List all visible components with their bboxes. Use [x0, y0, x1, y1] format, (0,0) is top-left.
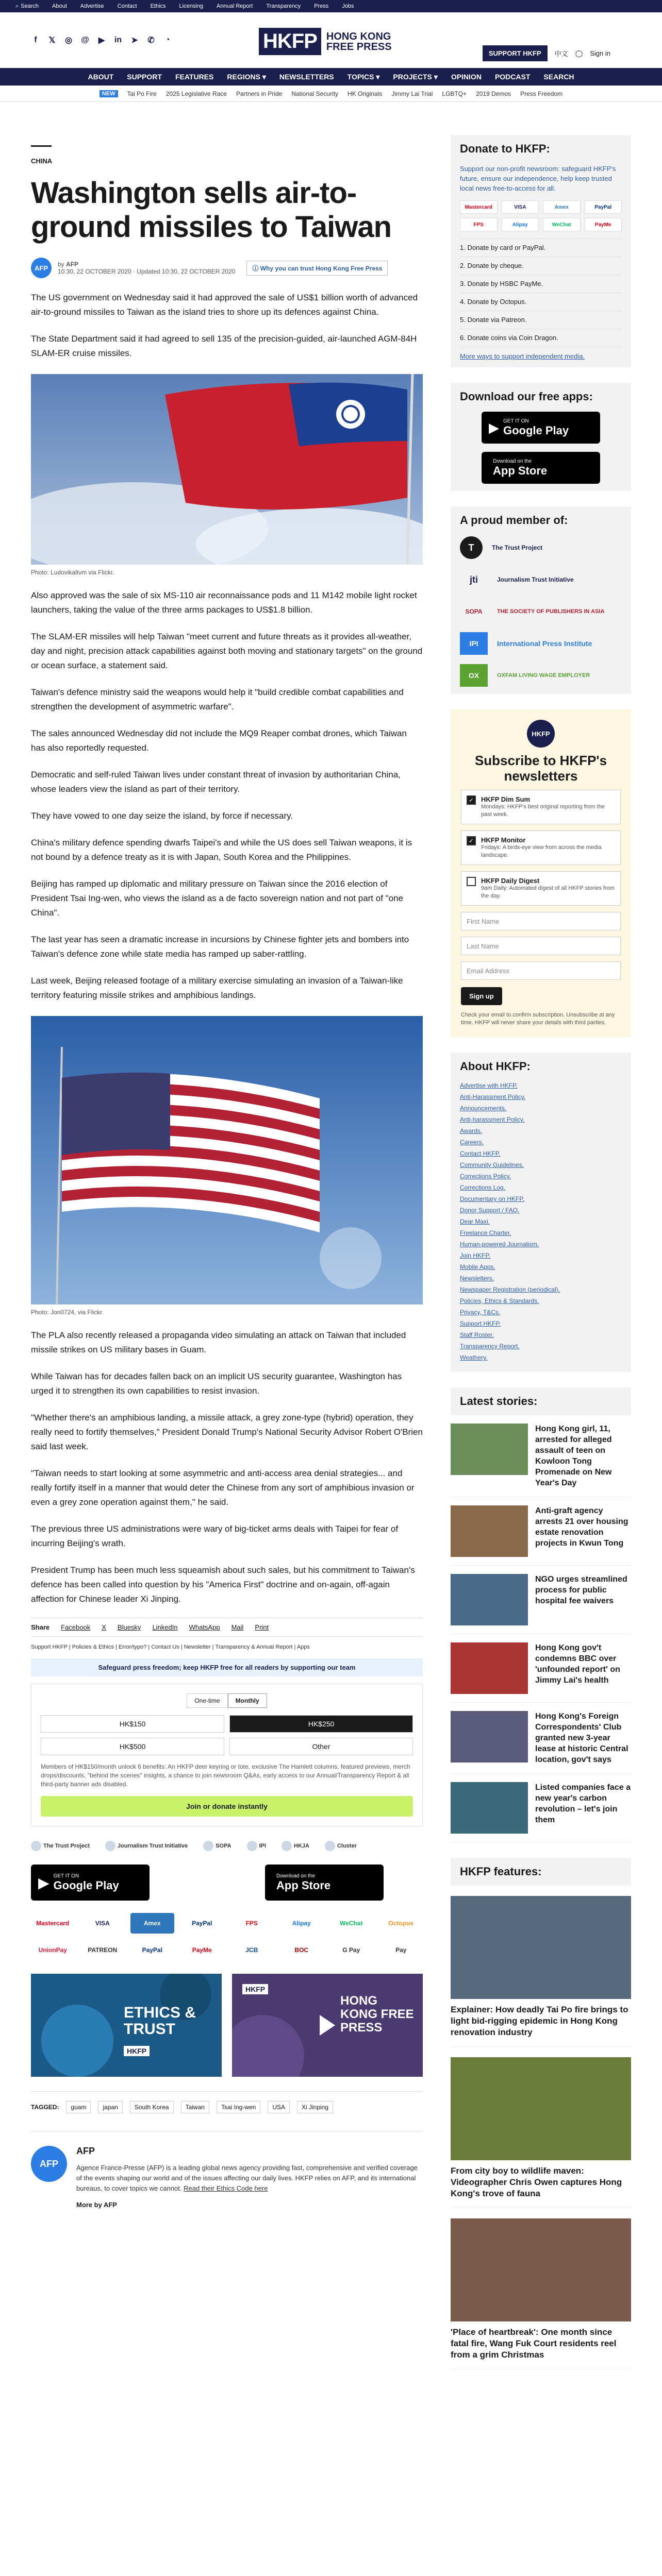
article-title: Washington sells air-to-ground missiles to Taiwan	[31, 176, 392, 244]
first-name-field[interactable]: First Name	[461, 912, 621, 930]
apple-pay-logo: Pay	[395, 1946, 407, 1954]
trending-link[interactable]: 2019 Demos	[476, 90, 511, 97]
ethics-trust-banner[interactable]	[31, 1974, 222, 2077]
share-facebook[interactable]: Facebook	[61, 1623, 91, 1631]
patreon-logo: PATREON	[88, 1946, 118, 1954]
author-box-name[interactable]: AFP	[76, 2146, 95, 2156]
us-flag-photo	[31, 1016, 423, 1304]
banner-logo: HKFP	[124, 2046, 150, 2056]
nav-item[interactable]: FEATURES	[175, 73, 214, 81]
why-trust-link[interactable]: ⓘ Why you can trust Hong Kong Free Press	[246, 261, 388, 276]
amex-logo: Amex	[543, 200, 581, 214]
sidebar-heading: Latest stories:	[451, 1387, 631, 1415]
donate-option[interactable]: 6. Donate coins via Coin Dragon.	[460, 329, 622, 347]
sopa-icon: SOPA	[465, 608, 483, 615]
google-play-button[interactable]: ▶ GET IT ON Google Play	[31, 1865, 150, 1901]
youtube-icon[interactable]: ▶	[98, 36, 105, 45]
article-paragraph: The previous three US administrations were wary of big-ticket arms deals with Taipei for fear of incurring Beijing's wrath.	[31, 1524, 399, 1548]
about-link[interactable]: Newspaper Registration (periodical).	[460, 1286, 560, 1293]
ethics-code-link[interactable]: Read their Ethics Code here	[184, 2184, 268, 2192]
banner-title: HONG KONG FREE PRESS	[340, 1994, 414, 2035]
partner-logo[interactable]: SOPA	[203, 1841, 231, 1851]
latest-stories	[451, 1387, 631, 1842]
threads-icon[interactable]: @	[81, 36, 89, 44]
about-link[interactable]: Human-powered Journalism.	[460, 1241, 539, 1248]
wechat-logo: WeChat	[543, 218, 581, 231]
article-paragraph: China's military defence spending dwarfs Taipei's and while the US does sell Taiwan weapons, it is not bound by a defence treaty as it is with Japan, South Korea and the Philippines.	[31, 838, 412, 862]
partner-logos	[31, 1841, 423, 1851]
apps-sidebar	[451, 383, 631, 491]
header-actions	[483, 45, 610, 61]
top-link[interactable]: Ethics	[150, 3, 166, 9]
about-link[interactable]: Community Guidelines.	[460, 1161, 524, 1168]
app-store-buttons	[31, 1865, 423, 1901]
fps-logo: FPS	[460, 218, 498, 231]
google-play-button[interactable]: ▶ GET IT ON Google Play	[482, 412, 600, 444]
last-name-field[interactable]: Last Name	[461, 937, 621, 955]
alipay-logo: Alipay	[502, 218, 539, 231]
linkedin-icon[interactable]: in	[114, 36, 122, 44]
author-avatar[interactable]: AFP	[31, 258, 52, 278]
feature-image	[451, 2218, 631, 2321]
paypal-logo: PayPal	[585, 200, 622, 214]
app-store-button[interactable]: Download on the App Store	[482, 452, 600, 484]
mastercard-logo: Mastercard	[36, 1920, 70, 1927]
story-item[interactable]: Hong Kong's Foreign Correspondents' Club granted new 3-year lease at historic Central location, gov't says	[451, 1711, 631, 1774]
top-link[interactable]: Licensing	[179, 3, 204, 9]
tag-list	[31, 2091, 423, 2113]
article-paragraph: Last week, Beijing released footage of a military exercise simulating an invasion of a Taiwan-like territory featuring missile strikes and amphibious landings.	[31, 976, 403, 1000]
about-link[interactable]: Documentary on HKFP.	[460, 1195, 525, 1202]
about-link[interactable]: Anti-Harassment Policy.	[460, 1093, 526, 1100]
article-paragraph: Democratic and self-ruled Taiwan lives under constant threat of invasion by authoritarian China, whose leaders view the island as part of their territory.	[31, 770, 401, 794]
share-mail[interactable]: Mail	[231, 1623, 244, 1631]
oxfam-icon: OX	[460, 664, 488, 687]
email-field[interactable]: Email Address	[461, 961, 621, 980]
about-link[interactable]: Newsletters.	[460, 1275, 494, 1282]
about-link[interactable]: Staff Roster.	[460, 1331, 494, 1338]
article-paragraph: President Trump has been much less squeamish about such sales, but his commitment to Taiwan's defence has been called into question by his "America First" doctrine and on-again, off-again affection for Chinese leader Xi Jinping.	[31, 1565, 415, 1604]
member-logo[interactable]: SOPA THE SOCIETY OF PUBLISHERS IN ASIA	[460, 600, 622, 623]
tag[interactable]: guam	[66, 2101, 91, 2113]
hkfp-video-banner[interactable]	[232, 1974, 423, 2077]
monthly-option[interactable]: Monthly	[228, 1693, 267, 1708]
about-link[interactable]: Policies, Ethics & Standards.	[460, 1297, 539, 1304]
donate-description[interactable]: Support our non-profit newsroom: safeguard HKFP's future, ensure our independence, help keep trusted local news free-to-access for all.	[460, 165, 616, 192]
nav-item[interactable]: REGIONS ▾	[227, 72, 266, 81]
sidebar-heading: Donate to HKFP:	[460, 142, 550, 155]
about-link[interactable]: Dear Maxi.	[460, 1218, 490, 1225]
jti-icon: jti	[470, 574, 478, 585]
article-footer-links[interactable]: Support HKFP | Policies & Ethics | Error/typo? | Contact Us | Newsletter | Transparency & Annual Report | Apps	[31, 1644, 310, 1650]
donate-option[interactable]: 4. Donate by Octopus.	[460, 293, 622, 311]
story-item[interactable]: Hong Kong girl, 11, arrested for alleged assault of teen on Kowloon Tong Promenade on New Year's Day	[451, 1423, 631, 1497]
article-paragraph: Taiwan's defence ministry said the weapons would help it "build credible combat capabilities and strengthen the development of asymmetric warfare".	[31, 687, 404, 711]
more-by-author-link[interactable]: More by AFP	[76, 2201, 117, 2209]
top-link[interactable]: About	[52, 3, 67, 9]
logo-text: HONG KONG FREE PRESS	[326, 30, 392, 53]
more-ways-link[interactable]: More ways to support independent media.	[460, 352, 585, 360]
newsletter-option[interactable]: ✓ HKFP Monitor Fridays: A birds-eye view from across the media landscape.	[461, 831, 621, 865]
about-link[interactable]: Corrections Policy.	[460, 1173, 511, 1180]
donate-option[interactable]: 1. Donate by card or PayPal.	[460, 239, 622, 257]
paypal-logo: PayPal	[142, 1946, 162, 1954]
feature-image	[451, 1896, 631, 1999]
amount-option-selected[interactable]: HK$250	[229, 1715, 413, 1733]
top-link[interactable]: Jobs	[342, 3, 354, 9]
member-logo[interactable]: T The Trust Project	[460, 536, 622, 559]
trending-link[interactable]: Partners in Pride	[236, 90, 283, 97]
jti-icon	[105, 1841, 115, 1851]
updated-date: Updated 10:30, 22 OCTOBER 2020	[137, 268, 236, 275]
about-link[interactable]: Contact HKFP.	[460, 1150, 501, 1157]
visa-logo: VISA	[502, 200, 539, 214]
membership-benefits: Members of HK$150/month unlock 6 benefits: An HKFP deer keyring or tote, exclusive The Hamlett columns, featured previews, merch drops/discounts, "behind the scenes" insights, a chance to join newsroom Q&As, early access to our Annual/Transparency Report & all third-party banner ads disabled.	[41, 1763, 410, 1788]
safeguard-banner: Safeguard press freedom; keep HKFP free for all readers by supporting our team	[31, 1658, 423, 1676]
photo-caption: Photo: Jon0724, via Flickr.	[31, 1309, 104, 1316]
tag[interactable]: USA	[268, 2101, 290, 2113]
google-pay-logo: G Pay	[342, 1946, 360, 1954]
article-paragraph: They have vowed to one day seize the island, by force if necessary.	[31, 811, 293, 821]
newsletter-signup	[451, 709, 631, 1037]
donate-options	[460, 239, 622, 347]
taiwan-flag-photo	[31, 374, 423, 565]
story-item[interactable]: NGO urges streamlined process for public hospital fee waivers	[451, 1574, 631, 1634]
trust-project-icon	[31, 1841, 41, 1851]
join-donate-button[interactable]: Join or donate instantly	[41, 1796, 413, 1817]
hkfp-logo-icon: HKFP	[527, 720, 555, 748]
nav-item[interactable]: OPINION	[451, 73, 482, 81]
checkbox-checked[interactable]: ✓	[467, 795, 476, 805]
article-paragraph: The State Department said it had agreed to sell 135 of the precision-guided, air-launched AGM-84H SLAM-ER cruise missiles.	[31, 334, 417, 358]
boc-logo: BOC	[294, 1946, 309, 1954]
language-link[interactable]: 中文	[554, 50, 568, 58]
nav-item[interactable]: SEARCH	[543, 73, 574, 81]
story-item[interactable]: Listed companies face a new year's carbon revolution – let's join them	[451, 1782, 631, 1842]
story-thumbnail	[451, 1711, 528, 1762]
share-bluesky[interactable]: Bluesky	[117, 1623, 141, 1631]
donate-widget	[31, 1684, 423, 1826]
amount-option[interactable]: HK$500	[41, 1738, 224, 1755]
story-thumbnail	[451, 1782, 528, 1834]
partner-logo[interactable]: Cluster	[325, 1841, 357, 1851]
byline: AFP by AFP 10:30, 22 OCTOBER 2020 · Updated 10:30, 22 OCTOBER 2020 ⓘ Why you can trust Hong Kong Free Press	[31, 258, 423, 278]
google-play-icon: ▶	[38, 1874, 49, 1891]
new-badge: NEW	[100, 90, 118, 97]
trending-link[interactable]: Tai Po Fire	[127, 90, 157, 97]
story-thumbnail	[451, 1423, 528, 1475]
newsletter-note: Check your email to confirm subscription. Unsubscribe at any time. HKFP will never share your details with third parties.	[461, 1012, 615, 1026]
one-time-option[interactable]: One-time	[187, 1693, 227, 1708]
story-thumbnail	[451, 1505, 528, 1557]
trending-link[interactable]: LGBTQ+	[442, 90, 467, 97]
nav-item[interactable]: ABOUT	[88, 73, 114, 81]
trending-link[interactable]: 2025 Legislative Race	[166, 90, 227, 97]
top-link[interactable]: Transparency	[266, 3, 301, 9]
nav-item[interactable]: PROJECTS ▾	[393, 72, 438, 81]
sidebar-heading: About HKFP:	[460, 1060, 531, 1073]
cluster-icon	[325, 1841, 335, 1851]
banner-title: ETHICS & TRUST	[124, 2004, 196, 2038]
main-nav	[0, 68, 662, 86]
search-icon: ⌕	[15, 3, 19, 9]
trending-bar	[0, 86, 662, 102]
about-link[interactable]: Careers.	[460, 1139, 484, 1146]
social-icons	[31, 36, 172, 45]
about-link[interactable]: Mobile Apps.	[460, 1263, 495, 1270]
amount-options	[41, 1715, 413, 1755]
feature-image	[451, 2057, 631, 2160]
feature-item[interactable]: Explainer: How deadly Tai Po fire brings to light bid-rigging epidemic in Hong Kong renovation industry	[451, 1896, 631, 2047]
top-link[interactable]: Advertise	[80, 3, 104, 9]
article-paragraph: The US government on Wednesday said it had approved the sale of US$1 billion worth of advanced air-to-ground missiles to Taiwan as the island tries to shore up its defences against China.	[31, 293, 418, 317]
about-link[interactable]: Support HKFP.	[460, 1320, 501, 1327]
payme-logo: PayMe	[192, 1946, 212, 1954]
about-link[interactable]: Join HKFP.	[460, 1252, 491, 1259]
share-bar	[31, 1618, 423, 1637]
newsletter-option[interactable]: HKFP Daily Digest 9am Daily: Automated digest of all HKFP stories from the day.	[461, 871, 621, 906]
share-print[interactable]: Print	[255, 1623, 269, 1631]
sidebar-heading: A proud member of:	[460, 514, 568, 527]
photo-caption: Photo: Ludovikaltvm via Flickr.	[31, 569, 114, 576]
jcb-logo: JCB	[245, 1946, 258, 1954]
newsletter-title: Subscribe to HKFP's newsletters	[474, 753, 607, 784]
article-paragraph: "Taiwan needs to start looking at some asymmetric and anti-access area denial strategies... and really fortify itself in a manner that would deter the Chinese from any sort of amphibious invasion or even a grey zone operation against them," he said.	[31, 1468, 415, 1507]
nav-item[interactable]: NEWSLETTERS	[279, 73, 334, 81]
info-icon: ⓘ	[252, 264, 260, 272]
telegram-icon[interactable]: ➤	[131, 36, 138, 45]
nav-item[interactable]: PODCAST	[494, 73, 531, 81]
mastercard-logo: Mastercard	[460, 200, 498, 214]
trust-project-icon: T	[460, 536, 483, 559]
app-store-button[interactable]: Download on the App Store	[265, 1865, 384, 1901]
hkja-icon	[282, 1841, 292, 1851]
logo-mark: HKFP	[259, 28, 321, 55]
site-header	[0, 12, 662, 68]
story-thumbnail	[451, 1642, 528, 1694]
share-linkedin[interactable]: LinkedIn	[152, 1623, 178, 1631]
sidebar-payment-logos	[460, 200, 622, 231]
about-link[interactable]: Freelance Charter.	[460, 1229, 511, 1236]
author-avatar-large[interactable]: AFP	[31, 2146, 67, 2182]
wechat-logo: WeChat	[340, 1920, 363, 1927]
unionpay-logo: UnionPay	[38, 1946, 67, 1954]
author-name[interactable]: by AFP	[58, 261, 79, 268]
amount-option[interactable]: HK$150	[41, 1715, 224, 1733]
frequency-toggle	[41, 1693, 413, 1708]
rss-icon[interactable]: ◔	[165, 36, 170, 44]
about-link[interactable]: Privacy, T&Cs.	[460, 1309, 501, 1316]
top-link[interactable]: Press	[314, 3, 329, 9]
tag[interactable]: Taiwan	[181, 2101, 209, 2113]
user-icon[interactable]: ◯	[575, 49, 583, 57]
whatsapp-icon[interactable]: ✆	[147, 36, 155, 45]
about-link[interactable]: Corrections Log.	[460, 1184, 506, 1191]
article-paragraph: While Taiwan has for decades fallen back on an implicit US security guarantee, Washington has urged it to strengthen its own capabilities to resist invasion.	[31, 1371, 402, 1396]
amount-option-other[interactable]: Other	[229, 1738, 413, 1755]
top-utility-bar	[0, 0, 662, 12]
article-paragraph: The PLA also recently released a propaganda video simulating an attack on Taiwan that included missile strikes on US military bases in Guam.	[31, 1330, 406, 1354]
fps-logo: FPS	[245, 1920, 258, 1927]
hkfp-features	[451, 1858, 631, 2369]
payment-methods	[31, 1913, 423, 1960]
tag[interactable]: japan	[98, 2101, 122, 2113]
nav-item[interactable]: SUPPORT	[127, 73, 162, 81]
about-link[interactable]: Weathery.	[460, 1354, 488, 1361]
promo-banners	[31, 1974, 423, 2077]
amex-logo: Amex	[130, 1913, 174, 1934]
donate-option[interactable]: 2. Donate by cheque.	[460, 257, 622, 275]
about-link[interactable]: Advertise with HKFP.	[460, 1082, 518, 1089]
sidebar-heading: Download our free apps:	[460, 390, 593, 403]
article-main	[31, 135, 423, 2209]
partner-logo[interactable]: The Trust Project	[31, 1841, 90, 1851]
story-thumbnail	[451, 1574, 528, 1625]
paypal-logo: PayPal	[192, 1920, 212, 1927]
about-link[interactable]: Anti-harassment Policy.	[460, 1116, 525, 1123]
member-sidebar	[451, 506, 631, 694]
story-item[interactable]: Anti-graft agency arrests 21 over housing estate renovation projects in Kwun Tong	[451, 1505, 631, 1566]
sopa-icon	[203, 1841, 213, 1851]
newsletter-option[interactable]: ✓ HKFP Dim Sum Mondays: HKFP's best original reporting from the past week.	[461, 790, 621, 824]
story-item[interactable]: Hong Kong gov't condemns BBC over 'unfounded report' on Jimmy Lai's health	[451, 1642, 631, 1703]
top-link[interactable]: Annual Report	[217, 3, 253, 9]
ipi-icon	[247, 1841, 257, 1851]
article-category[interactable]: CHINA	[31, 157, 53, 165]
article-paragraph: The last year has seen a dramatic increase in incursions by Chinese fighter jets and bombers into Taiwan's defence zone while state media has ramped up saber-rattling.	[31, 935, 409, 959]
about-sidebar	[451, 1053, 631, 1372]
trending-link[interactable]: Press Freedom	[520, 90, 563, 97]
sidebar-heading: HKFP features:	[451, 1858, 631, 1886]
instagram-icon[interactable]: ◎	[65, 36, 72, 45]
article-paragraph: The SLAM-ER missiles will help Taiwan "meet current and future threats as it provides all-weather, day and night, precision attack capabilities against both moving and stationary targets" on the ground or ocean surface, a statement said.	[31, 632, 423, 670]
about-link[interactable]: Donor Support / FAQ.	[460, 1207, 520, 1214]
author-box	[31, 2131, 423, 2209]
tag[interactable]: South Korea	[130, 2101, 174, 2113]
checkbox-checked[interactable]: ✓	[467, 836, 476, 845]
share-whatsapp[interactable]: WhatsApp	[189, 1623, 220, 1631]
payme-logo: PayMe	[585, 218, 622, 231]
partner-logo[interactable]: Journalism Trust Initiative	[105, 1841, 188, 1851]
about-link[interactable]: Announcements.	[460, 1105, 507, 1112]
search-link[interactable]: ⌕ Search	[15, 3, 39, 9]
partner-logo[interactable]: HKJA	[282, 1841, 309, 1851]
checkbox-unchecked[interactable]	[467, 877, 476, 886]
octopus-logo: Octopus	[388, 1920, 414, 1927]
visa-logo: VISA	[95, 1920, 110, 1927]
ipi-icon: IPI	[460, 632, 488, 655]
donate-sidebar	[451, 135, 631, 367]
about-link[interactable]: Transparency Report.	[460, 1343, 520, 1350]
sidebar	[451, 135, 631, 2369]
sidebar-app-buttons	[460, 412, 622, 484]
feature-item[interactable]: 'Place of heartbreak': One month since fatal fire, Wang Fuk Court residents reel from a grim Christmas	[451, 2218, 631, 2369]
top-link[interactable]: Contact	[117, 3, 137, 9]
trending-link[interactable]: National Security	[291, 90, 339, 97]
article-paragraph: "Whether there's an amphibious landing, a missile attack, a grey zone-type (hybrid) operation, they really need to fortify themselves," President Donald Trump's National Security Advisor Robert O'Brien said last week.	[31, 1413, 423, 1451]
article-paragraph: Beijing has ramped up diplomatic and military pressure on Taiwan since the 2016 election of President Tsai Ing-wen, who views the island as a de facto sovereign nation and not part of "one China".	[31, 879, 404, 918]
trending-link[interactable]: HK Originals	[347, 90, 383, 97]
share-x[interactable]: X	[102, 1623, 106, 1631]
tagged-label: TAGGED:	[31, 2104, 59, 2111]
article-paragraph: Also approved was the sale of six MS-110 air reconnaissance pods and 11 M142 mobile light rocket launchers, taking the value of the three arms packages to US$1.8 billion.	[31, 590, 417, 615]
tag[interactable]: Xi Jinping	[297, 2101, 333, 2113]
member-logo[interactable]: jti Journalism Trust Initiative	[460, 568, 622, 591]
x-icon[interactable]: 𝕏	[48, 36, 56, 45]
nav-item[interactable]: TOPICS ▾	[347, 72, 380, 81]
alipay-logo: Alipay	[292, 1920, 311, 1927]
tag[interactable]: Tsai Ing-wen	[217, 2101, 260, 2113]
facebook-icon[interactable]: f	[34, 36, 37, 44]
feature-item[interactable]: From city boy to wildlife maven: Videographer Chris Owen captures Hong Kong's trove of fauna	[451, 2057, 631, 2208]
publish-date: 10:30, 22 OCTOBER 2020	[58, 268, 131, 275]
signup-button[interactable]: Sign up	[461, 987, 502, 1005]
support-hkfp-button[interactable]: SUPPORT HKFP	[483, 45, 548, 61]
banner-logo: HKFP	[242, 1984, 268, 1994]
trending-link[interactable]: Jimmy Lai Trial	[391, 90, 433, 97]
category-rule	[31, 145, 52, 147]
signin-link[interactable]: Sign in	[590, 49, 610, 57]
site-logo[interactable]	[259, 28, 392, 55]
member-logo[interactable]: IPI International Press Institute	[460, 632, 622, 655]
about-link[interactable]: Awards.	[460, 1127, 483, 1134]
article-paragraph: The sales announced Wednesday did not include the MQ9 Reaper combat drones, which Taiwan has also reportedly requested.	[31, 728, 407, 753]
share-label: Share	[31, 1623, 50, 1631]
google-play-icon: ▶	[489, 419, 499, 435]
member-logo[interactable]: OX OXFAM LIVING WAGE EMPLOYER	[460, 664, 622, 687]
about-links	[460, 1081, 622, 1362]
donate-option[interactable]: 5. Donate via Patreon.	[460, 311, 622, 329]
partner-logo[interactable]: IPI	[247, 1841, 266, 1851]
author-bio: Agence France-Presse (AFP) is a leading global news agency providing fast, comprehensive and verified coverage of the events shaping our world and of the issues affecting our daily lives. HKFP relies on AFP, and its international bureaus, to cover topics we cannot. Read their Ethics Code here	[76, 2164, 418, 2192]
donate-option[interactable]: 3. Donate by HSBC PayMe.	[460, 275, 622, 293]
